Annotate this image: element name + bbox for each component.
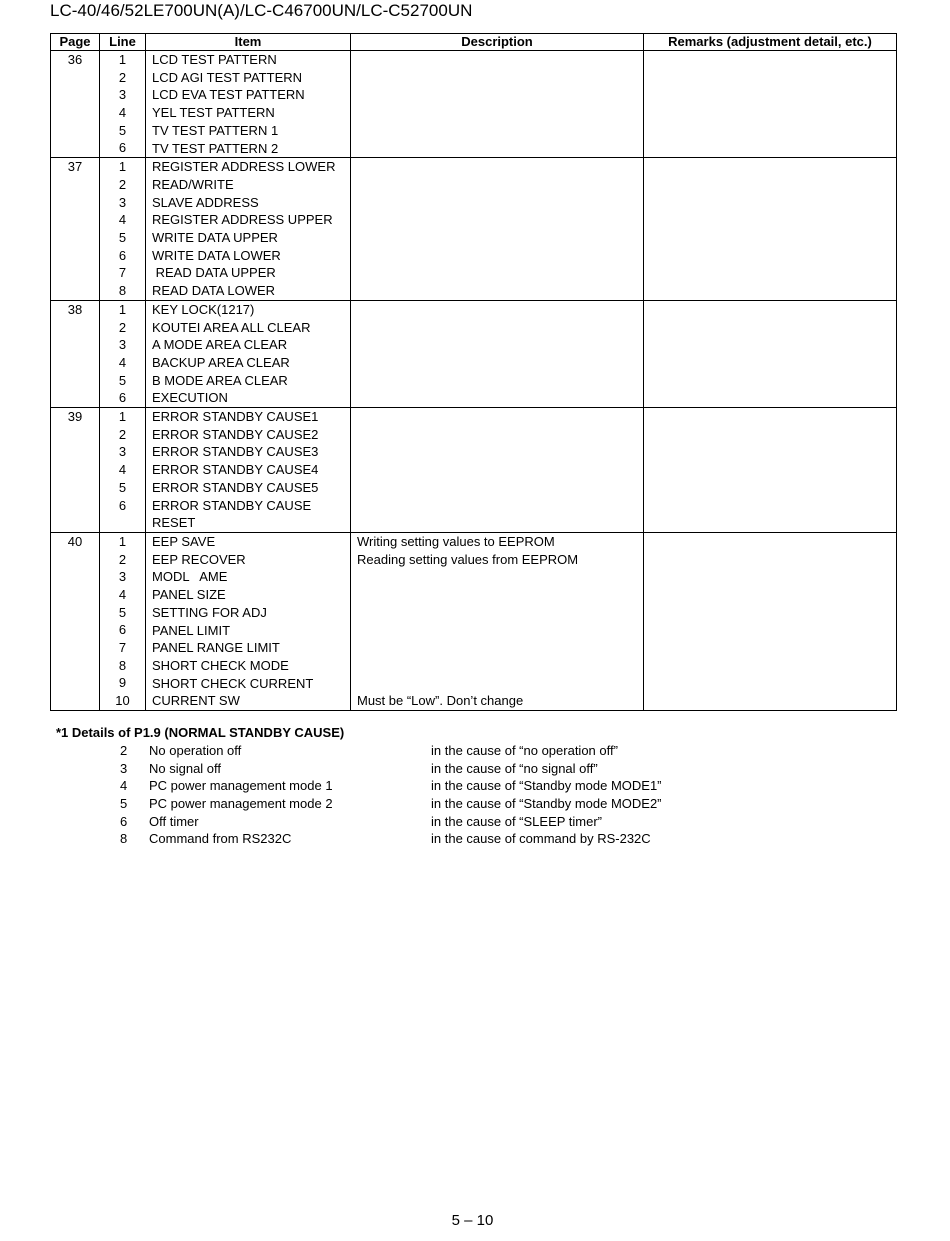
description-cell [351,158,644,301]
item-label: A MODE AREA CLEAR [152,337,288,353]
line-number: 5 [118,372,127,388]
line-number: 3 [118,569,127,585]
cause-label: Off timer [149,813,199,829]
description-text [351,158,643,176]
line-number: 8 [118,283,127,299]
table-group-page-37 [51,158,897,301]
table-row [51,532,897,710]
item-label: YEL TEST PATTERN [152,105,275,121]
line-number: 1 [118,159,127,175]
item-label: WRITE DATA LOWER [152,247,281,263]
description-text [351,282,643,300]
cause-label: PC power management mode 1 [149,778,333,794]
item-label: SHORT CHECK MODE [152,657,289,673]
item-label: READ DATA UPPER [152,265,276,281]
list-item [50,742,896,760]
description-text [351,319,643,337]
line-number: 4 [118,105,127,121]
description-text [351,122,643,140]
notes-title: *1 Details of P1.9 (NORMAL STANDBY CAUSE) [56,725,345,740]
line-cell [100,300,146,407]
description-text [351,176,643,194]
item-label: EEP SAVE [152,533,216,549]
table-row [51,300,897,407]
description-text [351,657,643,675]
table-row [51,158,897,301]
description-text [351,194,643,212]
item-label: REGISTER ADDRESS LOWER [152,159,336,175]
line-number: 10 [115,693,130,709]
item-label: PANEL RANGE LIMIT [152,640,280,656]
line-number: 5 [118,229,127,245]
remarks-cell [644,51,897,158]
item-label: READ DATA LOWER [152,283,276,299]
item-label: LCD EVA TEST PATTERN [152,87,305,103]
cause-label: Command from RS232C [149,831,292,847]
item-cell [146,300,351,407]
item-label: PANEL SIZE [152,587,226,603]
description-text [351,621,643,639]
remarks-cell [644,300,897,407]
item-label: SETTING FOR ADJ [152,604,267,620]
page-number: 5 – 10 [451,1212,494,1229]
column-header-item: Item [146,34,351,51]
adjustment-table [50,33,897,711]
description-text [351,639,643,657]
item-label: KOUTEI AREA ALL CLEAR [152,319,311,335]
line-number: 4 [118,212,127,228]
cause-number: 8 [120,831,128,847]
line-number: 2 [118,69,127,85]
item-label: WRITE DATA UPPER [152,230,278,246]
item-cell [146,408,351,533]
description-text [351,336,643,354]
page-cell: 39 [51,408,100,533]
item-label: ERROR STANDBY CAUSE RESET [152,497,312,531]
description-text [351,497,643,532]
item-label: ERROR STANDBY CAUSE2 [152,426,319,442]
line-number: 4 [118,462,127,478]
description-text [351,443,643,461]
column-header-remarks: Remarks (adjustment detail, etc.) [644,34,897,51]
line-cell [100,158,146,301]
line-number: 6 [118,390,127,406]
cause-number: 4 [120,778,128,794]
line-number: 4 [118,587,127,603]
list-item [50,813,896,831]
description-text [351,211,643,229]
item-cell [146,51,351,158]
description-text: Must be “Low”. Don’t change [357,693,524,709]
description-cell [351,408,644,533]
column-header-description: Description [351,34,644,51]
line-cell [100,51,146,158]
item-label: ERROR STANDBY CAUSE4 [152,462,319,478]
item-label: CURRENT SW [152,693,240,709]
item-label: ERROR STANDBY CAUSE1 [152,409,319,425]
item-label: REGISTER ADDRESS UPPER [152,212,333,228]
cause-label: PC power management mode 2 [149,796,333,812]
description-text [351,389,643,407]
page-cell: 37 [51,158,100,301]
table-group-page-36 [51,51,897,158]
document-title: LC-40/46/52LE700UN(A)/LC-C46700UN/LC-C52700UN [50,1,473,20]
line-number: 1 [118,533,127,549]
list-item [50,777,896,795]
cause-description: in the cause of command by RS-232C [431,831,651,847]
column-header-page: Page [51,34,100,51]
line-number: 1 [118,52,127,67]
description-text [351,586,643,604]
line-number: 5 [118,604,127,620]
cause-description: in the cause of “SLEEP timer” [431,813,603,829]
cause-description: in the cause of “Standby mode MODE1” [431,778,662,794]
line-cell [100,408,146,533]
item-label: READ/WRITE [152,176,234,192]
column-header-line: Line [100,34,146,51]
description-cell [351,300,644,407]
line-number: 6 [118,497,127,513]
table-group-page-38 [51,300,897,407]
description-text [351,69,643,87]
item-label: KEY LOCK(1217) [152,301,255,317]
line-number: 3 [118,444,127,460]
line-number: 7 [118,265,127,281]
line-number: 8 [118,657,127,673]
page-cell: 38 [51,300,100,407]
line-number: 6 [118,622,127,638]
description-text [351,461,643,479]
item-cell [146,158,351,301]
item-label: SLAVE ADDRESS [152,194,259,210]
item-label: EXECUTION [152,390,228,406]
line-number: 7 [118,640,127,656]
table-header-row [51,34,897,51]
item-label: ERROR STANDBY CAUSE3 [152,444,319,460]
table-row [51,51,897,158]
description-text: Writing setting values to EEPROM [357,533,555,549]
list-item [50,795,896,813]
line-number: 3 [118,194,127,210]
item-cell [146,532,351,710]
cause-number: 2 [120,743,128,758]
line-number: 2 [118,176,127,192]
line-number: 6 [118,247,127,263]
line-cell [100,532,146,710]
table-row [51,408,897,533]
description-text [351,426,643,444]
line-number: 6 [118,140,127,156]
line-number: 9 [118,675,127,691]
description-text [351,568,643,586]
description-text [351,86,643,104]
description-text [351,104,643,122]
remarks-cell [644,408,897,533]
remarks-cell [644,158,897,301]
description-text [351,139,643,157]
cause-description: in the cause of “no signal off” [431,760,598,776]
item-label: ERROR STANDBY CAUSE5 [152,479,319,495]
cause-description: in the cause of “Standby mode MODE2” [431,796,662,812]
item-label: LCD TEST PATTERN [152,52,277,67]
line-number: 2 [118,319,127,335]
page-cell: 40 [51,532,100,710]
description-text [351,51,643,69]
line-number: 4 [118,354,127,370]
page-cell: 36 [51,51,100,158]
cause-number: 6 [120,813,128,829]
item-label: PANEL LIMIT [152,622,231,638]
description-cell [351,532,644,710]
cause-number: 5 [120,796,128,812]
item-label: SHORT CHECK CURRENT [152,675,314,691]
line-number: 3 [118,337,127,353]
description-text [351,479,643,497]
line-number: 5 [118,122,127,138]
remarks-cell [644,532,897,710]
description-text [351,408,643,426]
list-item [50,760,896,778]
description-text: Reading setting values from EEPROM [357,551,579,567]
description-text [351,229,643,247]
item-label: TV TEST PATTERN 1 [152,122,279,138]
table-group-page-39 [51,408,897,533]
description-text [351,301,643,319]
item-label: MODL AME [152,569,228,585]
cause-label: No operation off [149,743,242,758]
item-label: B MODE AREA CLEAR [152,372,288,388]
description-cell [351,51,644,158]
item-label: TV TEST PATTERN 2 [152,140,279,156]
line-number: 2 [118,551,127,567]
standby-cause-notes [50,724,896,848]
list-item [50,830,896,848]
description-text [351,247,643,265]
description-text [351,604,643,622]
description-text [351,264,643,282]
item-label: EEP RECOVER [152,551,246,567]
cause-number: 3 [120,760,128,776]
line-number: 1 [118,301,127,317]
notes-list [50,742,896,848]
description-text [351,372,643,390]
description-text [351,674,643,692]
cause-label: No signal off [149,760,222,776]
description-text [351,354,643,372]
line-number: 2 [118,426,127,442]
line-number: 5 [118,479,127,495]
item-label: BACKUP AREA CLEAR [152,354,290,370]
cause-description: in the cause of “no operation off” [431,743,618,758]
item-label: LCD AGI TEST PATTERN [152,69,303,85]
line-number: 3 [118,87,127,103]
table-group-page-40 [51,532,897,710]
line-number: 1 [118,409,127,425]
